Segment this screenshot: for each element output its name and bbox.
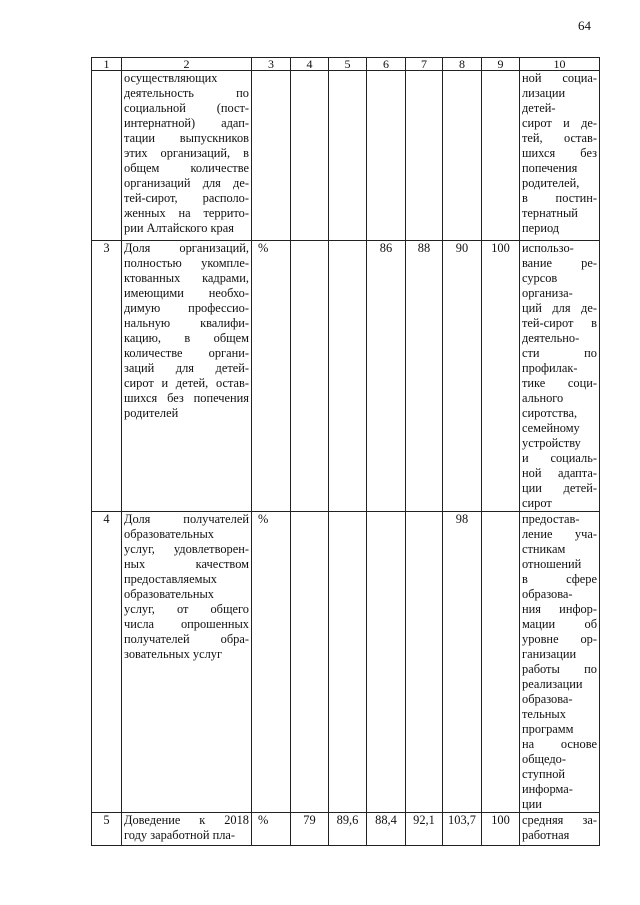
text-line: этих организаций, в (124, 146, 249, 160)
text-line: в постин- (522, 191, 597, 205)
text-line: информа- (522, 782, 573, 796)
text-line: заций для детей- (124, 361, 249, 375)
value-cell (329, 71, 367, 241)
value-cell (329, 512, 367, 813)
value-cell (367, 512, 406, 813)
value-cell: 86 (367, 241, 406, 512)
value-cell (406, 512, 443, 813)
text-line: году заработной пла- (124, 828, 236, 842)
value-cell: 88 (406, 241, 443, 512)
text-line: использо- (522, 241, 574, 255)
text-line: Доля получателей (124, 512, 249, 526)
table-row (92, 241, 600, 512)
row-number: 4 (92, 512, 122, 813)
text-line: образова- (522, 587, 573, 601)
text-line: отношений (522, 557, 582, 571)
unit-cell (252, 71, 291, 241)
text-line: димую профессио- (124, 301, 249, 315)
value-cell (291, 241, 329, 512)
text-line: сирот и де- (522, 116, 597, 130)
text-line: ганизации (522, 647, 577, 661)
text-line: и социаль- (522, 451, 597, 465)
text-line: уровне ор- (522, 632, 597, 646)
text-line: образова- (522, 692, 573, 706)
text-line: мации об (522, 617, 597, 631)
text-line: получателей обра- (124, 632, 249, 646)
value-cell: 92,1 (406, 813, 443, 846)
text-line: детей- (522, 101, 556, 115)
text-line: тей-сирот, располо- (124, 191, 249, 205)
text-line: программ (522, 722, 574, 736)
indicator-cell (122, 71, 252, 241)
value-cell (406, 71, 443, 241)
text-line: профилак- (522, 361, 578, 375)
header-cell: 8 (443, 58, 482, 71)
text-line: шихся без (522, 146, 597, 160)
value-cell: 100 (482, 813, 520, 846)
unit-cell: % (252, 813, 291, 846)
note-cell (520, 71, 600, 241)
value-cell (291, 71, 329, 241)
header-cell: 6 (367, 58, 406, 71)
value-cell: 98 (443, 512, 482, 813)
header-cell: 2 (122, 58, 252, 71)
text-line: сиротства, (522, 406, 578, 420)
text-line: ление уча- (522, 527, 597, 541)
value-cell (482, 71, 520, 241)
text-line: зовательных услуг (124, 647, 223, 661)
header-cell: 1 (92, 58, 122, 71)
text-line: лизации (522, 86, 566, 100)
value-cell (482, 512, 520, 813)
text-line: интернатной) адап- (124, 116, 249, 130)
text-line: предостав- (522, 512, 580, 526)
text-line: родителей (124, 406, 179, 420)
text-line: устройству (522, 436, 581, 450)
text-line: кацию, в общем (124, 331, 249, 345)
text-line: предоставляемых (124, 572, 217, 586)
text-line: осуществляющих (124, 71, 218, 85)
text-line: вание ре- (522, 256, 597, 270)
text-line: ной социа- (522, 71, 597, 85)
table-row (92, 71, 600, 241)
text-line: общедо- (522, 752, 567, 766)
text-line: в сфере (522, 572, 597, 586)
text-line: услуг, удовлетворен- (124, 542, 249, 556)
table-row (92, 813, 600, 846)
row-number: 3 (92, 241, 122, 512)
text-line: ния инфор- (522, 602, 597, 616)
text-line: Доля организаций, (124, 241, 249, 255)
text-line: социальной (пост- (124, 101, 249, 115)
text-line: тике соци- (522, 376, 597, 390)
text-line: женных на террито- (124, 206, 249, 220)
text-line: сирот (522, 496, 552, 510)
text-line: ции детей- (522, 481, 597, 495)
text-line: общем количестве (124, 161, 249, 175)
value-cell (443, 71, 482, 241)
text-line: организа- (522, 286, 573, 300)
value-cell (291, 512, 329, 813)
text-line: деятельно- (522, 331, 580, 345)
text-line: работы по (522, 662, 597, 676)
text-line: сурсов (522, 271, 558, 285)
text-line: на основе (522, 737, 597, 751)
indicator-cell (122, 241, 252, 512)
text-line: тей, остав- (522, 131, 597, 145)
value-cell: 89,6 (329, 813, 367, 846)
header-cell: 3 (252, 58, 291, 71)
text-line: семейному (522, 421, 580, 435)
value-cell: 79 (291, 813, 329, 846)
text-line: тей-сирот в (522, 316, 597, 330)
text-line: сирот и детей, остав- (124, 376, 249, 390)
text-line: услуг, от общего (124, 602, 249, 616)
text-line: количестве органи- (124, 346, 249, 360)
table-row (92, 512, 600, 813)
text-line: ных качеством (124, 557, 249, 571)
value-cell (367, 71, 406, 241)
text-line: реализации (522, 677, 583, 691)
header-row (92, 58, 600, 71)
note-cell (520, 813, 600, 846)
text-line: родителей, (522, 176, 580, 190)
text-line: Доведение к 2018 (124, 813, 249, 827)
text-line: ной адапта- (522, 466, 597, 480)
value-cell: 88,4 (367, 813, 406, 846)
text-line: организаций для де- (124, 176, 249, 190)
text-line: образовательных (124, 587, 214, 601)
unit-cell: % (252, 241, 291, 512)
text-line: тельных (522, 707, 566, 721)
text-line: попечения (522, 161, 578, 175)
header-cell: 5 (329, 58, 367, 71)
row-number: 5 (92, 813, 122, 846)
text-line: средняя за- (522, 813, 597, 827)
text-line: ций для де- (522, 301, 597, 315)
text-line: работная (522, 828, 570, 842)
text-line: имеющими необхо- (124, 286, 249, 300)
text-line: период (522, 221, 560, 235)
text-line: числа опрошенных (124, 617, 249, 631)
indicator-cell (122, 512, 252, 813)
header-cell: 10 (520, 58, 600, 71)
header-cell: 7 (406, 58, 443, 71)
text-line: шихся без попечения (124, 391, 249, 405)
text-line: образовательных (124, 527, 214, 541)
text-line: рии Алтайского края (124, 221, 234, 235)
value-cell: 90 (443, 241, 482, 512)
text-line: тернатный (522, 206, 578, 220)
text-line: деятельность по (124, 86, 249, 100)
text-line: ции (522, 797, 542, 811)
note-cell (520, 241, 600, 512)
indicator-cell (122, 813, 252, 846)
value-cell: 100 (482, 241, 520, 512)
text-line: ального (522, 391, 564, 405)
row-number (92, 71, 122, 241)
unit-cell: % (252, 512, 291, 813)
text-line: тации выпускников (124, 131, 249, 145)
text-line: сти по (522, 346, 597, 360)
text-line: нальную квалифи- (124, 316, 249, 330)
text-line: ступной (522, 767, 566, 781)
text-line: стникам (522, 542, 566, 556)
text-line: ктованных кадрами, (124, 271, 249, 285)
header-cell: 9 (482, 58, 520, 71)
page-number: 64 (578, 18, 591, 33)
header-cell: 4 (291, 58, 329, 71)
note-cell (520, 512, 600, 813)
value-cell (329, 241, 367, 512)
text-line: полностью укомпле- (124, 256, 249, 270)
indicators-table (91, 57, 600, 846)
value-cell: 103,7 (443, 813, 482, 846)
